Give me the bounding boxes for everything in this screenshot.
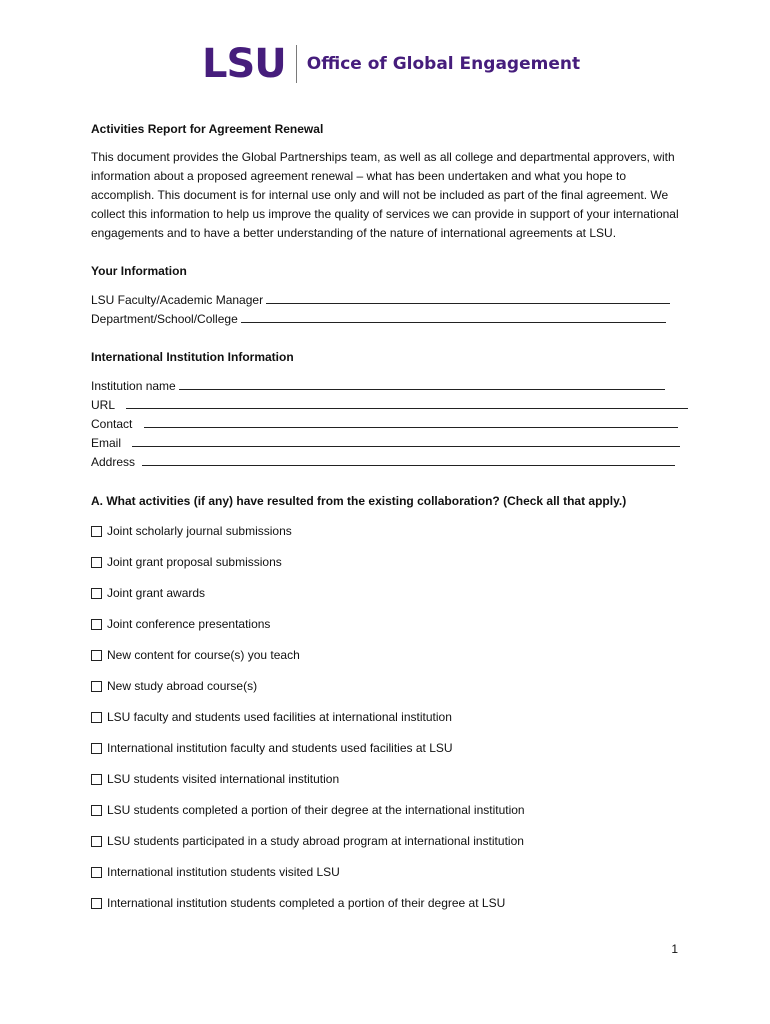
contact-field[interactable] <box>91 415 691 434</box>
email-label: Email <box>91 436 122 450</box>
url-field[interactable] <box>91 396 691 415</box>
checkbox[interactable] <box>91 805 102 816</box>
checkbox[interactable] <box>91 774 102 785</box>
logo-divider <box>296 45 297 83</box>
institution-name-label: Institution name <box>91 379 176 393</box>
activity-option[interactable] <box>91 615 691 634</box>
checkbox[interactable] <box>91 836 102 847</box>
checkbox[interactable] <box>91 681 102 692</box>
activity-option[interactable] <box>91 739 691 758</box>
activity-option[interactable] <box>91 863 691 882</box>
faculty-manager-label: LSU Faculty/Academic Manager <box>91 293 264 307</box>
activity-option-label: International institution faculty and students used facilities at LSU <box>107 741 453 755</box>
department-input-line[interactable] <box>241 310 666 323</box>
activity-option[interactable] <box>91 894 691 913</box>
activity-option-label: LSU students completed a portion of their degree at the international institution <box>107 803 525 817</box>
activity-option-label: Joint grant proposal submissions <box>107 555 282 569</box>
document-title: Activities Report for Agreement Renewal <box>91 122 324 136</box>
activity-option[interactable] <box>91 584 691 603</box>
lso-logo <box>202 41 581 87</box>
activity-option[interactable] <box>91 522 691 541</box>
activity-option-label: Joint grant awards <box>107 586 206 600</box>
your-information-heading: Your Information <box>91 264 187 278</box>
url-input-line[interactable] <box>126 396 688 409</box>
activity-option[interactable] <box>91 832 691 851</box>
activity-option-label: New content for course(s) you teach <box>107 648 300 662</box>
question-a: A. What activities (if any) have resulted from the existing collaboration? (Check all that apply.) <box>91 494 627 508</box>
contact-input-line[interactable] <box>144 415 678 428</box>
activity-option-label: International institution students completed a portion of their degree at LSU <box>107 896 506 910</box>
faculty-manager-field[interactable] <box>91 291 691 310</box>
department-label: Department/School/College <box>91 312 238 326</box>
email-field[interactable] <box>91 434 691 453</box>
activity-option[interactable] <box>91 677 691 696</box>
department-field[interactable] <box>91 310 691 329</box>
checkbox[interactable] <box>91 557 102 568</box>
institution-name-field[interactable] <box>91 377 691 396</box>
checkbox[interactable] <box>91 619 102 630</box>
institution-information-heading: International Institution Information <box>91 350 294 364</box>
activity-option[interactable] <box>91 646 691 665</box>
activity-option-label: LSU students visited international institution <box>107 772 340 786</box>
page-number: 1 <box>671 942 678 956</box>
activity-option[interactable] <box>91 553 691 572</box>
address-input-line[interactable] <box>142 453 675 466</box>
activity-option-label: New study abroad course(s) <box>107 679 258 693</box>
office-name: Office of Global Engagement <box>306 54 581 74</box>
activity-option-label: Joint scholarly journal submissions <box>107 524 292 538</box>
faculty-manager-input-line[interactable] <box>266 291 670 304</box>
checkbox[interactable] <box>91 898 102 909</box>
checkbox[interactable] <box>91 743 102 754</box>
contact-label: Contact <box>91 417 133 431</box>
activity-option[interactable] <box>91 770 691 789</box>
activity-option[interactable] <box>91 708 691 727</box>
checkbox[interactable] <box>91 526 102 537</box>
activity-option[interactable] <box>91 801 691 820</box>
activity-option-label: Joint conference presentations <box>107 617 271 631</box>
email-input-line[interactable] <box>132 434 680 447</box>
institution-name-input-line[interactable] <box>179 377 665 390</box>
document-body <box>91 120 691 925</box>
activity-option-label: LSU students participated in a study abroad program at international institution <box>107 834 524 848</box>
checkbox[interactable] <box>91 867 102 878</box>
checkbox[interactable] <box>91 588 102 599</box>
activity-option-label: LSU faculty and students used facilities at international institution <box>107 710 452 724</box>
lsu-logo-mark: LSU <box>202 41 286 87</box>
address-field[interactable] <box>91 453 691 472</box>
address-label: Address <box>91 455 136 469</box>
activity-option-label: International institution students visited LSU <box>107 865 340 879</box>
checkbox[interactable] <box>91 650 102 661</box>
checkbox[interactable] <box>91 712 102 723</box>
url-label: URL <box>91 398 115 412</box>
intro-paragraph: This document provides the Global Partnerships team, as well as all college and departmental approvers, with information about a proposed agreement renewal – what has been undertaken and what you hope to accomplish. This document is for internal use only and will not be included as part of the final agreement. We collect this information to help us improve the quality of services we can provide in support of your international engagements and to have a better understanding of the nature of international agreements at LSU. <box>91 150 679 240</box>
